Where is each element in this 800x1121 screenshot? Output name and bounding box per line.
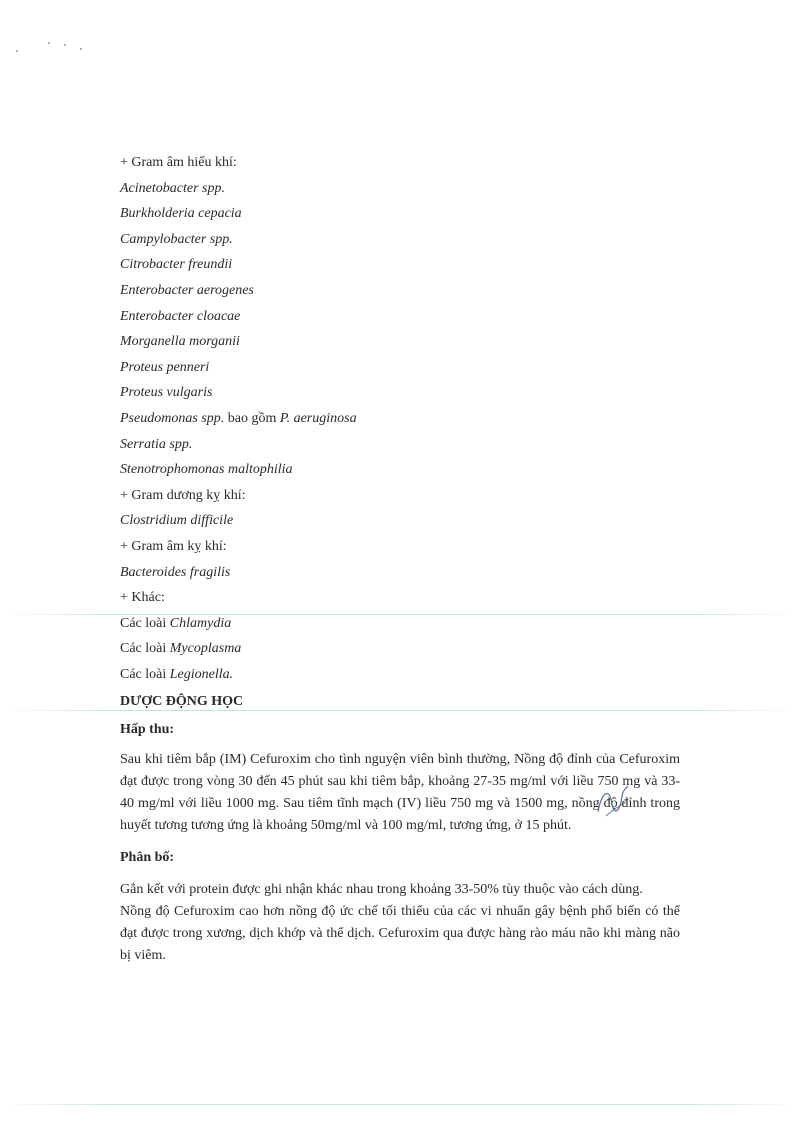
- organism-species: P. aeruginosa: [279, 410, 357, 426]
- other-item: [120, 636, 680, 662]
- initials-signature: [592, 782, 632, 822]
- organism-item: Clostridium difficile: [120, 513, 234, 529]
- distribution-paragraph: Gắn kết với protein được ghi nhận khác nhau trong khoảng 33-50% tùy thuộc vào cách dùng.: [120, 882, 643, 898]
- other-item: [120, 662, 680, 688]
- distribution-paragraph: Nồng độ Cefuroxim cao hơn nồng độ ức chế tối thiểu của các vi nhuẩn gây bệnh phổ biến có thể đạt được trong xương, dịch khớp và thể dịch. Cefuroxim qua được hàng rào máu não khi màng não bị viêm.: [120, 904, 680, 964]
- scan-specks: [14, 38, 94, 58]
- organism-item: Proteus penneri: [120, 359, 210, 375]
- organism-item: Morganella morganii: [120, 334, 240, 350]
- other-item-name: Mycoplasma: [169, 641, 242, 657]
- absorption-paragraph: Sau khi tiêm bắp (IM) Cefuroxim cho tình nguyện viên bình thường, Nồng độ đỉnh của Cefuroxim đạt được trong vòng 30 đến 45 phút sau khi tiêm bắp, khoảng 27-35 mg/ml với liều 750 mg và 33-40 mg/ml với liều 1000 mg. Sau tiêm tĩnh mạch (IV) liều 750 mg và 1500 mg, nồng độ đỉnh trong huyết tương tương ứng là khoảng 50mg/ml và 100 mg/ml, tương ứng, ở 15 phút.: [120, 752, 680, 834]
- organism-item: Stenotrophomonas maltophilia: [120, 462, 293, 478]
- gram-negative-aerobic-label: + Gram âm hiếu khí:: [120, 155, 237, 170]
- distribution-heading: Phân bố:: [120, 850, 175, 866]
- organism-item: Campylobacter spp.: [120, 231, 233, 247]
- organism-item-pseudomonas: [120, 406, 680, 432]
- organism-connector: bao gồm: [224, 410, 280, 426]
- organism-item: Enterobacter aerogenes: [120, 282, 254, 298]
- organism-genus: Pseudomonas spp.: [120, 410, 225, 426]
- gram-positive-anaerobic-label: + Gram dương kỵ khí:: [120, 487, 246, 503]
- absorption-heading: Hấp thu:: [120, 722, 175, 738]
- organism-item: Bacteroides fragilis: [120, 564, 231, 580]
- other-label: + Khác:: [120, 590, 165, 606]
- organism-item: Citrobacter freundii: [120, 257, 233, 273]
- other-item-prefix: Các loài: [120, 615, 170, 631]
- section-heading: DƯỢC ĐỘNG HỌC: [120, 694, 244, 710]
- scan-artifact-line: [0, 1104, 800, 1105]
- other-item-prefix: Các loài: [120, 666, 170, 682]
- organism-item: Burkholderia cepacia: [120, 206, 242, 222]
- gram-negative-anaerobic-label: + Gram âm kỵ khí:: [120, 538, 227, 554]
- document-body: [120, 150, 680, 967]
- organism-item: Enterobacter cloacae: [120, 308, 241, 324]
- other-item-prefix: Các loài: [120, 641, 170, 657]
- other-item-name: Chlamydia: [169, 615, 232, 631]
- organism-item: Proteus vulgaris: [120, 385, 213, 401]
- other-item-name: Legionella.: [169, 666, 234, 682]
- other-item: [120, 611, 680, 637]
- organism-item: Serratia spp.: [120, 436, 193, 452]
- organism-item: Acinetobacter spp.: [120, 180, 225, 196]
